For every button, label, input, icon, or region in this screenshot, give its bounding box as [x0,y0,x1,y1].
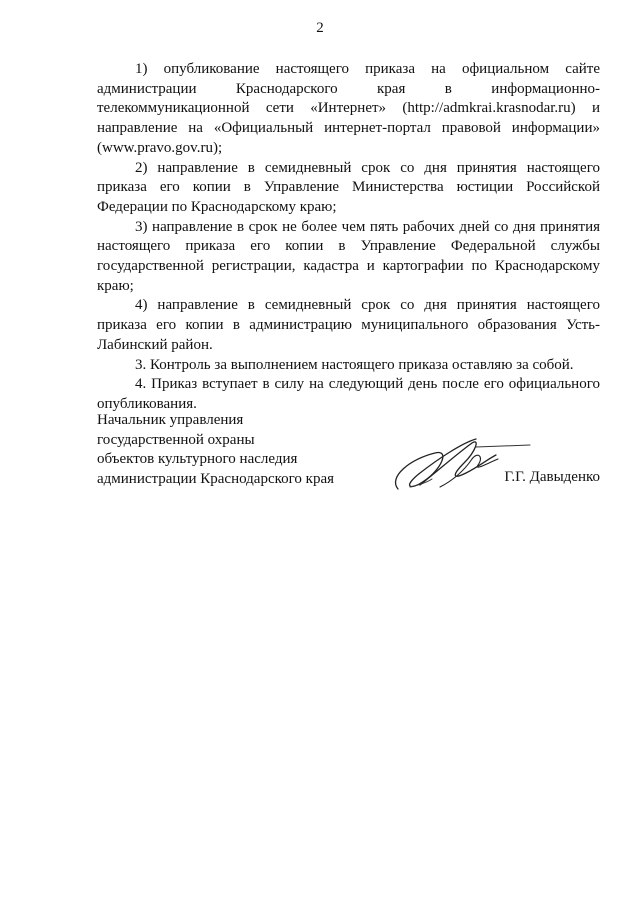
paragraph-control: 3. Контроль за выполнением настоящего приказа оставляю за собой. [135,356,574,373]
handwritten-signature [380,429,540,499]
signer-position [97,411,334,490]
paragraph-effective-date: 4. Приказ вступает в силу на следующий день после его официального опубликования. [97,376,600,412]
signature-block [97,411,600,491]
paragraph-publication: 1) опубликование настоящего приказа на официальном сайте администрации Краснодарского края в информационно-телекоммуникационной сети «Интернет» (http://admkrai.krasnodar.ru) и направление на «Официальный интернет-портал правовой информации» (www.pravo.gov.ru); [97,61,600,156]
paragraph-ministry-of-justice: 2) направление в семидневный срок со дня принятия настоящего приказа его копии в Управление Министерства юстиции Российской Федерации по Краснодарскому краю; [97,159,600,215]
signer-position-line: объектов культурного наследия [97,451,298,468]
paragraph-rosreestr: 3) направление в срок не более чем пять рабочих дней со дня принятия настоящего приказа его копии в Управление Федеральной службы государственной регистрации, кадастра и картографии по Краснодарскому краю; [97,218,600,294]
paragraph-municipality: 4) направление в семидневный срок со дня принятия настоящего приказа его копии в администрацию муниципального образования Усть-Лабинский район. [97,297,600,353]
document-body [97,60,600,415]
signer-name: Г.Г. Давыденко [504,469,600,485]
page-number: 2 [316,20,324,36]
signer-position-line: государственной охраны [97,431,255,448]
signer-position-line: Начальник управления [97,412,244,428]
signer-position-line: администрации Краснодарского края [97,471,335,488]
